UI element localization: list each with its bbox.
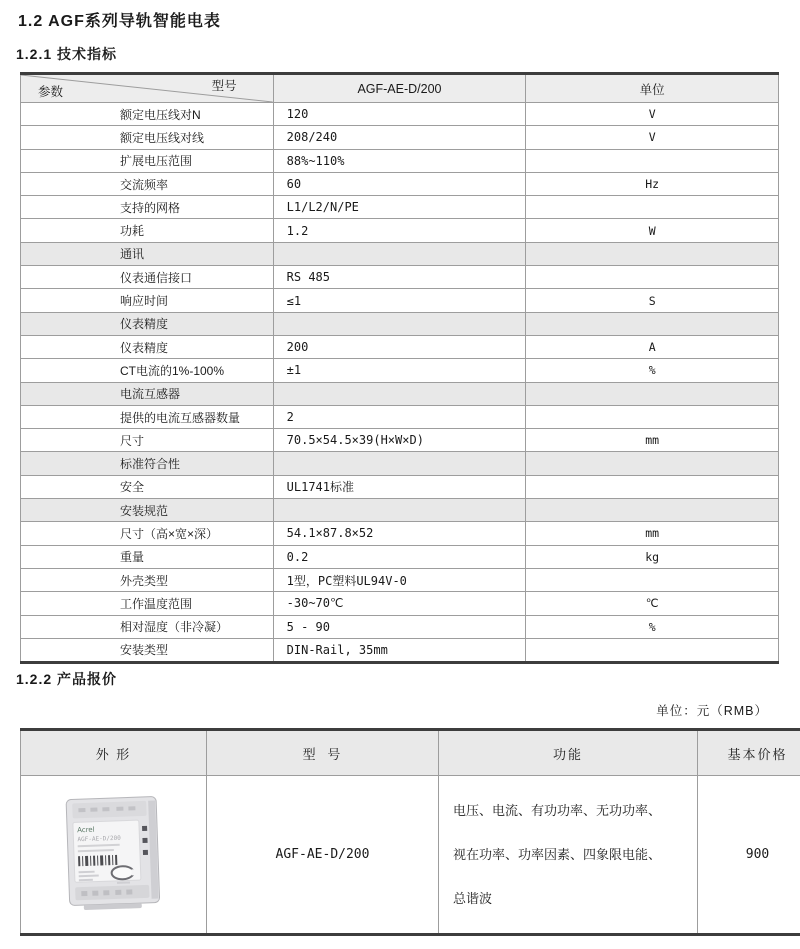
param-cell: 仪表通信接口 (21, 266, 274, 289)
section-title-technical-specs: 1.2.1 技术指标 (16, 46, 118, 62)
product-function-cell (439, 776, 698, 935)
unit-cell: mm (526, 522, 779, 545)
param-cell: 交流频率 (21, 172, 274, 195)
section-label-cell: 标准符合性 (21, 452, 274, 475)
spec-table-row (21, 568, 779, 591)
value-cell: 60 (273, 172, 526, 195)
unit-cell: V (526, 103, 779, 126)
spec-table-row (21, 405, 779, 428)
spec-section-row (21, 312, 779, 335)
product-model-cell: AGF-AE-D/200 (207, 776, 439, 935)
header-model: 型 号 (207, 730, 439, 776)
param-cell: 额定电压线对N (21, 103, 274, 126)
header-shape: 外 形 (21, 730, 207, 776)
unit-cell (526, 475, 779, 498)
param-cell: 提供的电流互感器数量 (21, 405, 274, 428)
unit-cell (526, 196, 779, 219)
header-model-label: 型号 (211, 79, 237, 93)
unit-cell: % (526, 615, 779, 638)
spec-table-row (21, 592, 779, 615)
spec-table-row (21, 196, 779, 219)
value-cell: -30~70℃ (273, 592, 526, 615)
din-rail-meter-illustration (59, 792, 167, 914)
section-empty-cell (526, 312, 779, 335)
value-cell: 54.1×87.8×52 (273, 522, 526, 545)
device-model-text: AGF-AE-D/200 (76, 834, 121, 844)
unit-cell (526, 149, 779, 172)
unit-cell: ℃ (526, 592, 779, 615)
function-line: 视在功率、功率因素、四象限电能、 (453, 846, 662, 862)
unit-cell (526, 266, 779, 289)
unit-cell (526, 638, 779, 662)
param-cell: 响应时间 (21, 289, 274, 312)
product-image (59, 792, 167, 917)
spec-table-row (21, 126, 779, 149)
spec-table-row (21, 219, 779, 242)
unit-cell: S (526, 289, 779, 312)
value-cell: 1.2 (273, 219, 526, 242)
spec-table-row (21, 475, 779, 498)
spec-table-row (21, 522, 779, 545)
spec-table-row (21, 359, 779, 382)
section-empty-cell (526, 452, 779, 475)
header-param-label: 参数 (38, 85, 64, 99)
param-cell: 工作温度范围 (21, 592, 274, 615)
unit-cell: W (526, 219, 779, 242)
spec-table-row (21, 638, 779, 662)
value-cell: 88%~110% (273, 149, 526, 172)
section-label-cell: 电流互感器 (21, 382, 274, 405)
param-cell: 安装类型 (21, 638, 274, 662)
header-model-value: AGF-AE-D/200 (273, 74, 526, 103)
spec-table-body (21, 103, 779, 663)
section-empty-cell (526, 382, 779, 405)
spec-table-row (21, 615, 779, 638)
value-cell: 208/240 (273, 126, 526, 149)
section-empty-cell (526, 499, 779, 522)
unit-cell: A (526, 335, 779, 358)
section-empty-cell (273, 452, 526, 475)
spec-table-row (21, 429, 779, 452)
spec-table-row (21, 266, 779, 289)
price-header-row (21, 730, 800, 776)
spec-table-row (21, 289, 779, 312)
unit-cell (526, 405, 779, 428)
value-cell: 2 (273, 405, 526, 428)
currency-unit-note: 单位：元（RMB） (656, 704, 768, 718)
section-title-product-quote: 1.2.2 产品报价 (16, 671, 118, 687)
section-label-cell: 安装规范 (21, 499, 274, 522)
param-cell: 安全 (21, 475, 274, 498)
product-price-cell: 900 (698, 776, 800, 935)
section-empty-cell (273, 242, 526, 265)
param-cell: 支持的网格 (21, 196, 274, 219)
param-cell: 功耗 (21, 219, 274, 242)
spec-section-row (21, 382, 779, 405)
unit-cell: kg (526, 545, 779, 568)
param-cell: 相对湿度（非冷凝） (21, 615, 274, 638)
param-cell: 扩展电压范围 (21, 149, 274, 172)
section-label-cell: 仪表精度 (21, 312, 274, 335)
function-line: 总谐波 (453, 890, 493, 906)
section-label-cell: 通讯 (21, 242, 274, 265)
device-brand-text: Acrel (76, 825, 95, 835)
value-cell: 70.5×54.5×39(H×W×D) (273, 429, 526, 452)
value-cell: DIN-Rail, 35mm (273, 638, 526, 662)
header-unit-label: 单位 (526, 74, 779, 103)
value-cell: ≤1 (273, 289, 526, 312)
value-cell: ±1 (273, 359, 526, 382)
section-empty-cell (273, 499, 526, 522)
unit-cell: Hz (526, 172, 779, 195)
value-cell: 5 - 90 (273, 615, 526, 638)
spec-header-row (21, 74, 779, 103)
spec-section-row (21, 242, 779, 265)
spec-table-row (21, 172, 779, 195)
value-cell: RS 485 (273, 266, 526, 289)
product-price-table (20, 728, 800, 936)
param-cell: CT电流的1%-100% (21, 359, 274, 382)
product-shape-cell (21, 776, 207, 935)
function-line: 电压、电流、有功功率、无功功率、 (453, 802, 662, 818)
spec-section-row (21, 499, 779, 522)
param-cell: 重量 (21, 545, 274, 568)
param-cell: 外壳类型 (21, 568, 274, 591)
value-cell: UL1741标准 (273, 475, 526, 498)
param-cell: 仪表精度 (21, 335, 274, 358)
spec-table-row (21, 103, 779, 126)
section-empty-cell (273, 382, 526, 405)
param-cell: 尺寸（高×宽×深） (21, 522, 274, 545)
spec-table-row (21, 545, 779, 568)
section-empty-cell (526, 242, 779, 265)
spec-section-row (21, 452, 779, 475)
technical-spec-table (20, 72, 779, 664)
value-cell: L1/L2/N/PE (273, 196, 526, 219)
value-cell: 1型，PC塑料UL94V-0 (273, 568, 526, 591)
value-cell: 0.2 (273, 545, 526, 568)
page-title: 1.2 AGF系列导轨智能电表 (18, 13, 221, 30)
spec-table-row (21, 335, 779, 358)
unit-cell: mm (526, 429, 779, 452)
section-empty-cell (273, 312, 526, 335)
spec-table-row (21, 149, 779, 172)
product-row (21, 776, 800, 935)
param-cell: 尺寸 (21, 429, 274, 452)
value-cell: 120 (273, 103, 526, 126)
header-function: 功能 (439, 730, 698, 776)
unit-cell: V (526, 126, 779, 149)
header-base-price: 基本价格 (698, 730, 800, 776)
unit-cell: % (526, 359, 779, 382)
value-cell: 200 (273, 335, 526, 358)
param-cell: 额定电压线对线 (21, 126, 274, 149)
diagonal-header-cell (21, 74, 274, 103)
unit-cell (526, 568, 779, 591)
